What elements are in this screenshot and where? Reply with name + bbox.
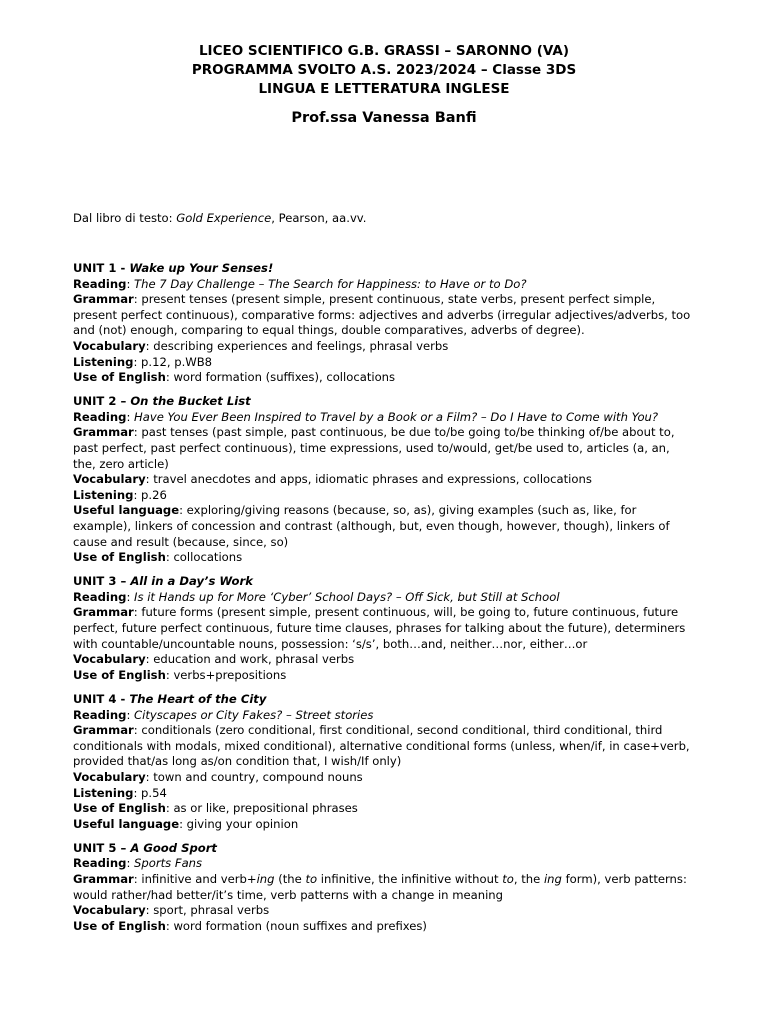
unit-row-vocabulary: Vocabulary: travel anecdotes and apps, idiomatic phrases and expressions, collocations bbox=[73, 472, 592, 487]
unit-row-grammar: Grammar: conditionals (zero conditional, first conditional, second conditional, third conditional, third conditionals with modals, mixed conditional), alternative conditional forms (unless, when/if, in case+verb, provided that/as long as/on condition that, I wish/If only) bbox=[73, 723, 690, 769]
unit-row-grammar: Grammar: infinitive and verb+ing (the to infinitive, the infinitive without to, the ing form), verb patterns: would rather/had better/it’s time, verb patterns with a change in meaning bbox=[73, 871, 687, 902]
row-text: Have You Ever Been Inspired to Travel by a Book or a Film? – Do I Have to Come with You? bbox=[134, 409, 659, 424]
row-label: Use of English bbox=[73, 667, 166, 682]
unit-row-vocabulary: Vocabulary: town and country, compound nouns bbox=[73, 769, 363, 784]
row-label: Grammar bbox=[73, 425, 134, 440]
row-text: word formation (suffixes), collocations bbox=[173, 370, 396, 385]
row-text: education and work, phrasal verbs bbox=[153, 652, 355, 667]
unit-name: Wake up Your Senses! bbox=[129, 261, 274, 275]
unit-row-use-of-english: Use of English: collocations bbox=[73, 550, 243, 565]
row-label: Vocabulary bbox=[73, 652, 146, 667]
row-label: Use of English bbox=[73, 918, 166, 933]
row-label: Use of English bbox=[73, 801, 166, 816]
unit-row-listening: Listening: p.12, p.WB8 bbox=[73, 354, 213, 369]
row-label: Grammar bbox=[73, 723, 134, 738]
unit-name: The Heart of the City bbox=[129, 691, 267, 706]
row-label: Vocabulary bbox=[73, 769, 146, 784]
unit-row-use-of-english: Use of English: word formation (suffixes), collocations bbox=[73, 370, 396, 385]
row-text: p.12, p.WB8 bbox=[141, 354, 213, 369]
row-text: Is it Hands up for More ‘Cyber’ School Days? – Off Sick, but Still at School bbox=[134, 589, 560, 604]
unit-section bbox=[73, 692, 695, 832]
row-label: Listening bbox=[73, 785, 134, 800]
row-label: Listening bbox=[73, 487, 134, 502]
row-text: p.26 bbox=[141, 487, 167, 502]
unit-section bbox=[73, 841, 695, 935]
row-label: Reading bbox=[73, 589, 127, 604]
unit-number: UNIT 1 - bbox=[73, 261, 130, 275]
unit-title bbox=[73, 574, 695, 590]
unit-row-vocabulary: Vocabulary: describing experiences and feelings, phrasal verbs bbox=[73, 338, 449, 353]
row-text: giving your opinion bbox=[186, 816, 299, 831]
row-label: Grammar bbox=[73, 871, 134, 886]
unit-row-use-of-english: Use of English: verbs+prepositions bbox=[73, 667, 287, 682]
row-label: Use of English bbox=[73, 550, 166, 565]
unit-number: UNIT 2 – bbox=[73, 394, 131, 409]
school-name: LICEO SCIENTIFICO G.B. GRASSI – SARONNO (VA) bbox=[198, 43, 570, 59]
unit-row-vocabulary: Vocabulary: sport, phrasal verbs bbox=[73, 903, 270, 918]
row-text: present tenses (present simple, present continuous, state verbs, present perfect simple, present perfect continuous), comparative forms: adjectives and adverbs (irregular adjectives/adverbs, too and (not) enough, comparing to equal things, double comparatives, adverbs of degree). bbox=[73, 292, 691, 338]
unit-number: UNIT 5 – bbox=[73, 840, 131, 855]
textbook-title: Gold Experience bbox=[176, 211, 272, 225]
row-label: Reading bbox=[73, 409, 127, 424]
row-text: Cityscapes or City Fakes? – Street stories bbox=[134, 707, 374, 722]
unit-name: A Good Sport bbox=[130, 840, 217, 855]
row-text: p.54 bbox=[141, 785, 167, 800]
row-text: as or like, prepositional phrases bbox=[173, 801, 358, 816]
unit-row-grammar: Grammar: past tenses (past simple, past continuous, be due to/be going to/be thinking of/be about to, past perfect, past perfect continuous), time expressions, used to/would, get/be used to, articles (a, an, the, zero article) bbox=[73, 425, 675, 471]
unit-section bbox=[73, 574, 695, 683]
row-text: town and country, compound nouns bbox=[153, 769, 363, 784]
row-text: Sports Fans bbox=[134, 856, 203, 871]
intro-prefix: Dal libro di testo: bbox=[73, 211, 177, 225]
unit-row-grammar: Grammar: future forms (present simple, present continuous, will, be going to, future continuous, future perfect, future perfect continuous, future time clauses, phrases for talking about the future), determiners with countable/uncountable nouns, possession: ‘s/s’, both…and, neither…nor, either…or bbox=[73, 605, 686, 651]
unit-row-use-of-english: Use of English: word formation (noun suffixes and prefixes) bbox=[73, 918, 427, 933]
unit-title bbox=[73, 394, 695, 410]
row-label: Listening bbox=[73, 354, 134, 369]
programme-title: PROGRAMMA SVOLTO A.S. 2023/2024 – Classe 3DS bbox=[191, 62, 577, 78]
document-header bbox=[0, 42, 768, 128]
unit-number: UNIT 4 - bbox=[73, 691, 130, 706]
row-label: Reading bbox=[73, 276, 127, 291]
row-label: Vocabulary bbox=[73, 472, 146, 487]
row-label: Grammar bbox=[73, 605, 134, 620]
unit-section bbox=[73, 394, 695, 566]
row-text: conditionals (zero conditional, first conditional, second conditional, third conditional, third conditionals with modals, mixed conditional), alternative conditional forms (unless, when/if, in case+verb, provided that/as long as/on condition that, I wish/If only) bbox=[73, 723, 690, 769]
unit-name: On the Bucket List bbox=[130, 394, 251, 409]
row-text: travel anecdotes and apps, idiomatic phrases and expressions, collocations bbox=[153, 472, 592, 487]
row-label: Vocabulary bbox=[73, 903, 146, 918]
unit-row-useful-language: Useful language: exploring/giving reasons (because, so, as), giving examples (such as, like, for example), linkers of concession and contrast (although, but, even though, however, though), linkers of cause and result (because, since, so) bbox=[73, 503, 670, 549]
unit-row-reading: Reading: Sports Fans bbox=[73, 856, 203, 871]
row-text: future forms (present simple, present continuous, will, be going to, future continuous, future perfect, future perfect continuous, future time clauses, phrases for talking about the future), determiners with countable/uncountable nouns, possession: ‘s/s’, both…and, neither…nor, either…or bbox=[73, 605, 686, 651]
row-text: collocations bbox=[173, 550, 243, 565]
unit-row-grammar: Grammar: present tenses (present simple, present continuous, state verbs, present perfect simple, present perfect continuous), comparative forms: adjectives and adverbs (irregular adjectives/adverbs, too and (not) enough, comparing to equal things, double comparatives, adverbs of degree). bbox=[73, 292, 691, 338]
unit-title bbox=[73, 692, 695, 708]
unit-row-listening: Listening: p.26 bbox=[73, 487, 167, 502]
row-text: exploring/giving reasons (because, so, as), giving examples (such as, like, for example), linkers of concession and contrast (although, but, even though, however, though), linkers of cause and result (because, since, so) bbox=[73, 503, 670, 549]
row-text: verbs+prepositions bbox=[173, 667, 287, 682]
row-label: Reading bbox=[73, 707, 127, 722]
row-text: sport, phrasal verbs bbox=[153, 903, 270, 918]
unit-title bbox=[73, 841, 695, 857]
intro-suffix: , Pearson, aa.vv. bbox=[271, 211, 367, 225]
row-label: Reading bbox=[73, 856, 127, 871]
unit-row-listening: Listening: p.54 bbox=[73, 785, 167, 800]
subject-title: LINGUA E LETTERATURA INGLESE bbox=[258, 81, 510, 97]
row-text: word formation (noun suffixes and prefixes) bbox=[173, 918, 427, 933]
row-text: infinitive and verb+ing (the to infinitive, the infinitive without to, the ing form), verb patterns: would rather/had better/it’s time, verb patterns with a change in meaning bbox=[73, 871, 687, 902]
unit-name: All in a Day’s Work bbox=[130, 574, 253, 589]
unit-row-reading: Reading: Cityscapes or City Fakes? – Street stories bbox=[73, 707, 374, 722]
row-label: Useful language bbox=[73, 503, 180, 518]
row-text: The 7 Day Challenge – The Search for Happiness: to Have or to Do? bbox=[134, 276, 527, 291]
unit-row-use-of-english: Use of English: as or like, prepositional phrases bbox=[73, 801, 358, 816]
unit-row-useful-language: Useful language: giving your opinion bbox=[73, 816, 299, 831]
row-label: Use of English bbox=[73, 370, 166, 385]
unit-row-reading: Reading: The 7 Day Challenge – The Search for Happiness: to Have or to Do? bbox=[73, 276, 527, 291]
row-text: describing experiences and feelings, phrasal verbs bbox=[153, 338, 449, 353]
textbook-intro bbox=[73, 211, 366, 227]
unit-row-reading: Reading: Have You Ever Been Inspired to Travel by a Book or a Film? – Do I Have to Come with You? bbox=[73, 409, 659, 424]
units-list bbox=[73, 261, 695, 943]
row-label: Vocabulary bbox=[73, 338, 146, 353]
unit-row-vocabulary: Vocabulary: education and work, phrasal verbs bbox=[73, 652, 355, 667]
row-label: Grammar bbox=[73, 292, 134, 307]
teacher-name: Prof.ssa Vanessa Banfi bbox=[291, 110, 477, 126]
row-label: Useful language bbox=[73, 816, 180, 831]
unit-row-reading: Reading: Is it Hands up for More ‘Cyber’ School Days? – Off Sick, but Still at School bbox=[73, 589, 560, 604]
unit-number: UNIT 3 – bbox=[73, 574, 131, 589]
unit-section bbox=[73, 261, 695, 386]
row-text: past tenses (past simple, past continuous, be due to/be going to/be thinking of/be about to, past perfect, past perfect continuous), time expressions, used to/would, get/be used to, articles (a, an, the, zero article) bbox=[73, 425, 675, 471]
unit-title bbox=[73, 261, 695, 277]
